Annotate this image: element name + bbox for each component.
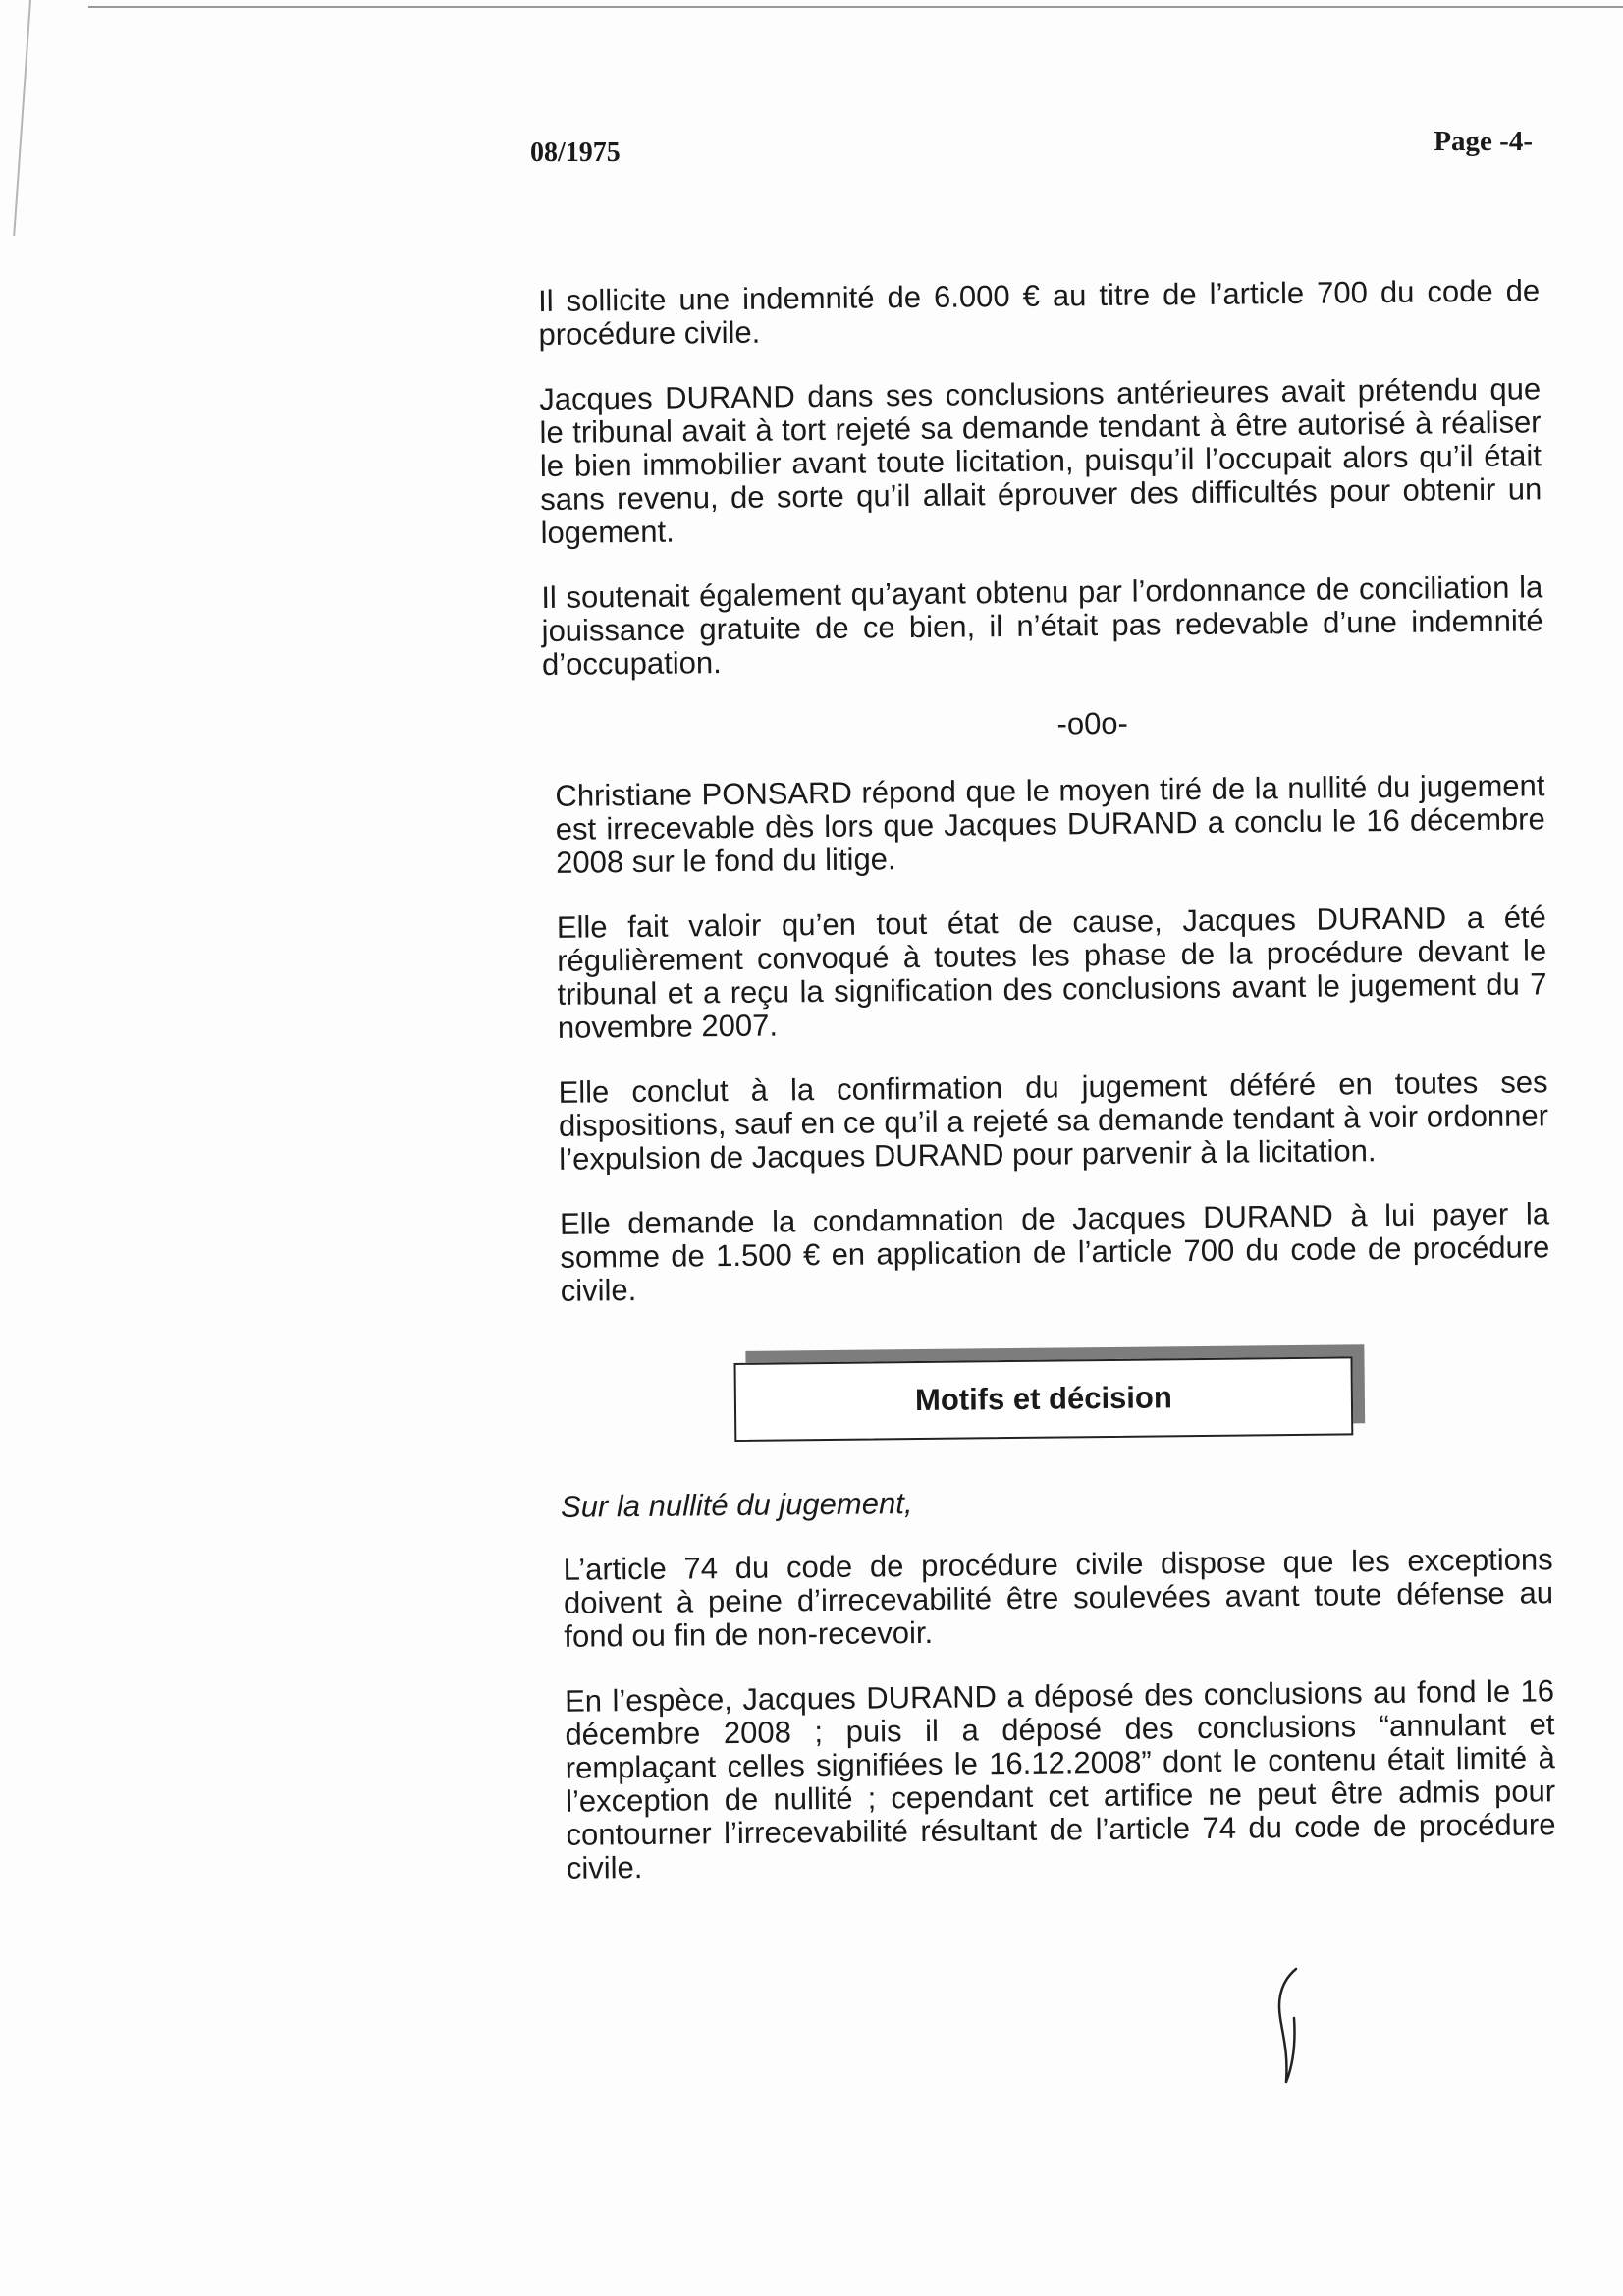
document-body [538, 274, 1556, 1917]
paragraph-ponsard-reply: Christiane PONSARD répond que le moyen tiré de la nullité du jugement est irrecevable dès lors que Jacques DURAND a conclu le 16 décembre 2008 sur le fond du litige. [555, 768, 1545, 880]
case-reference: 08/1975 [530, 137, 621, 168]
paragraph-ponsard-demand: Elle demande la condamnation de Jacques DURAND à lui payer la somme de 1.500 € en application de l’article 700 du code de procédure civile. [559, 1196, 1550, 1308]
page-number: Page -4- [1434, 126, 1533, 157]
section-heading-box [734, 1356, 1354, 1442]
scan-top-edge [88, 6, 1623, 8]
separator: -o0o- [1056, 705, 1129, 741]
paragraph-ponsard-conclusion: Elle conclut à la confirmation du jugement déféré en toutes ses dispositions, sauf en ce qu’il a rejeté sa demande tendant à voir ordonner l’expulsion de Jacques DURAND pour parvenir à la licitation. [558, 1065, 1549, 1176]
paragraph-in-this-case: En l’espèce, Jacques DURAND a déposé des conclusions au fond le 16 décembre 2008 ; puis il a déposé des conclusions “annulant et remplaçant celles signifiées le 16.12.2008” dont le contenu était limité à l’exception de nullité ; cependant cet artifice ne peut être admis pour contourner l’irrecevabilité résultant de l’article 74 du code de procédure civile. [564, 1673, 1556, 1886]
paragraph-indemnity-request: Il sollicite une indemnité de 6.000 € au titre de l’article 700 du code de procédure civile. [537, 273, 1541, 352]
scan-left-edge [0, 0, 31, 236]
paragraph-article-74: L’article 74 du code de procédure civile dispose que les exceptions doivent à peine d’irrecevabilité être soulevées avant toute défense au fond ou fin de non-recevoir. [563, 1542, 1554, 1654]
paragraph-durand-prior-claims: Jacques DURAND dans ses conclusions antérieures avait prétendu que le tribunal avait à tort rejeté sa demande tendant à être autorisé à réaliser le bien immobilier avant toute licitation, puisqu’il l’occupait alors qu’il était sans revenu, de sorte qu’il allait éprouver des difficultés pour obtenir un logement. [539, 371, 1542, 550]
paragraph-durand-occupation: Il soutenait également qu’ayant obtenu par l’ordonnance de conciliation la jouissance gratuite de ce bien, il n’était pas redevable d’une indemnité d’occupation. [541, 570, 1543, 682]
initials-signature [1267, 1959, 1325, 2087]
subheading-nullity: Sur la nullité du jugement, [560, 1486, 913, 1524]
paragraph-ponsard-argument: Elle fait valoir qu’en tout état de cause, Jacques DURAND a été régulièrement convoqué à toutes les phase de la procédure devant le tribunal et a reçu la signification des conclusions avant le jugement du 7 novembre 2007. [556, 900, 1547, 1045]
section-heading: Motifs et décision [734, 1356, 1354, 1442]
